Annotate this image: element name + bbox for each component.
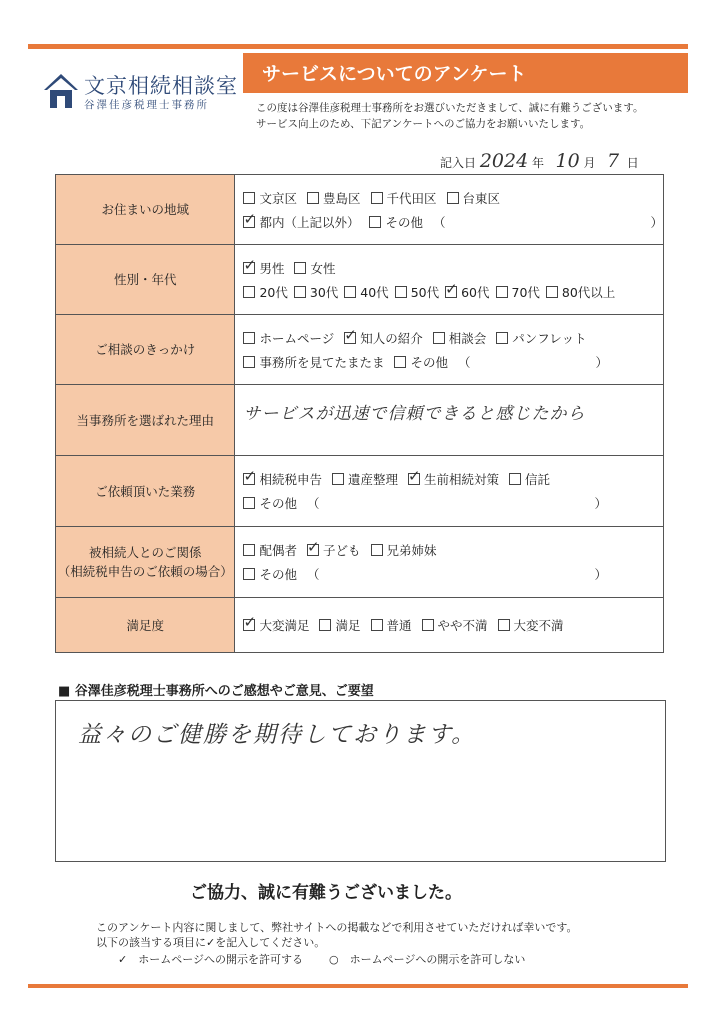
- option-label: 普通: [386, 618, 412, 633]
- option-item[interactable]: [408, 470, 499, 488]
- checkbox[interactable]: [319, 619, 331, 631]
- survey-title: サービスについてのアンケート: [262, 63, 527, 85]
- row-label: ご依頼頂いた業務: [56, 456, 235, 527]
- paren-close: ）: [594, 496, 607, 511]
- option-label: その他: [385, 214, 423, 230]
- option-label: 千代田区: [386, 190, 437, 206]
- other-field[interactable]: [458, 353, 608, 371]
- option-item[interactable]: [294, 259, 335, 277]
- checkbox[interactable]: [408, 473, 420, 485]
- intro-line-2: サービス向上のため、下記アンケートへのご協力をお願いいたします。: [256, 118, 591, 130]
- row-options: [235, 315, 664, 385]
- option-other[interactable]: [243, 565, 297, 583]
- option-label: 豊島区: [322, 190, 361, 206]
- intro-line-1: この度は谷澤佳彦税理士事務所をお選びいただきまして、誠に有難うございます。: [256, 102, 644, 114]
- option-label: 80代以上: [561, 284, 616, 300]
- option-item[interactable]: [319, 616, 360, 634]
- option-label: 満足: [335, 618, 361, 633]
- house-logo-icon: [42, 70, 80, 110]
- option-item[interactable]: [243, 353, 384, 371]
- date-month-unit: 月: [583, 156, 596, 170]
- option-item[interactable]: [243, 213, 359, 231]
- option-item[interactable]: [395, 283, 439, 301]
- checkbox[interactable]: [243, 192, 255, 204]
- checkbox[interactable]: [394, 356, 406, 368]
- row-label: ご相談のきっかけ: [56, 315, 235, 385]
- option-label: 70代: [511, 284, 540, 300]
- row-options: [235, 385, 664, 456]
- row-label: 性別・年代: [56, 245, 235, 315]
- comments-text: 益々のご健勝を期待しております。: [78, 722, 477, 748]
- checkbox[interactable]: [307, 192, 319, 204]
- option-item[interactable]: [344, 329, 423, 347]
- option-label: 大変不満: [513, 618, 564, 633]
- option-label: パンフレット: [512, 330, 587, 346]
- option-item[interactable]: [243, 259, 284, 277]
- option-other[interactable]: [394, 353, 448, 371]
- option-other[interactable]: [369, 213, 423, 231]
- paren-close: ）: [650, 214, 663, 230]
- date-year[interactable]: 2024: [479, 150, 529, 172]
- option-item[interactable]: [496, 329, 586, 347]
- row-label: お住まいの地域: [56, 175, 235, 245]
- option-item[interactable]: [243, 616, 309, 634]
- checkbox[interactable]: [546, 286, 558, 298]
- option-item[interactable]: [509, 470, 550, 488]
- checkbox[interactable]: [243, 619, 255, 631]
- date-day-unit: 日: [626, 156, 639, 170]
- option-label: 台東区: [462, 190, 501, 206]
- paren-open: （: [458, 354, 471, 370]
- option-item[interactable]: [243, 189, 297, 207]
- footer-line-1: このアンケート内容に関しまして、弊社サイトへの掲載などで利用させていただければ幸いです。: [96, 921, 578, 934]
- option-item[interactable]: [433, 329, 487, 347]
- bottom-orange-rule: [28, 984, 688, 988]
- checkbox[interactable]: [243, 332, 255, 344]
- option-other[interactable]: [243, 494, 297, 512]
- intro-text: [256, 100, 643, 132]
- option-label: 40代: [360, 284, 389, 300]
- option-item[interactable]: [243, 541, 297, 559]
- logo-subtitle: 谷澤佳彦税理士事務所: [84, 99, 209, 111]
- other-field[interactable]: [307, 565, 607, 583]
- thanks-message: ご協力、誠に有難うございました。: [190, 883, 462, 903]
- paren-close: ）: [595, 354, 608, 370]
- option-label: 文京区: [259, 190, 297, 206]
- option-item[interactable]: [445, 283, 489, 301]
- option-label: その他: [259, 496, 297, 511]
- checkbox[interactable]: [294, 262, 306, 274]
- row-options: [235, 598, 664, 653]
- checkbox[interactable]: [243, 544, 255, 556]
- permission-deny[interactable]: ○ ホームページへの開示を許可しない: [329, 953, 526, 966]
- checkbox[interactable]: [307, 544, 319, 556]
- checkbox[interactable]: [332, 473, 344, 485]
- row-label: 満足度: [56, 598, 235, 653]
- option-item[interactable]: [243, 283, 287, 301]
- option-label: 60代: [461, 284, 490, 300]
- row-label-main: 被相続人とのご関係: [88, 545, 202, 560]
- footer-line-2: 以下の該当する項目に✓を記入してください。: [96, 936, 326, 949]
- row-options: [235, 456, 664, 527]
- permission-options: [118, 951, 525, 967]
- date-label: 記入日: [440, 156, 477, 170]
- top-orange-rule: [28, 44, 688, 49]
- row-trigger: [56, 315, 664, 385]
- option-label: 相続税申告: [259, 472, 322, 487]
- option-label: 信託: [525, 472, 551, 487]
- other-field[interactable]: [307, 494, 607, 512]
- option-item[interactable]: [243, 329, 334, 347]
- paren-close: ）: [594, 567, 607, 582]
- checkbox[interactable]: [371, 544, 383, 556]
- entry-date: [440, 150, 639, 172]
- option-label: 知人の紹介: [360, 330, 423, 346]
- row-relation: [56, 527, 664, 598]
- option-item[interactable]: [332, 470, 398, 488]
- option-item[interactable]: [307, 189, 361, 207]
- option-label: 事務所を見てたまたま: [259, 354, 385, 370]
- option-label: 遺産整理: [347, 472, 398, 487]
- option-item[interactable]: [371, 189, 437, 207]
- checkbox[interactable]: [433, 332, 445, 344]
- option-label: 子ども: [322, 543, 361, 558]
- checkbox[interactable]: [371, 192, 383, 204]
- row-options: [235, 175, 664, 245]
- option-item[interactable]: [447, 189, 501, 207]
- checkbox[interactable]: [243, 262, 255, 274]
- option-label: ホームページ: [259, 330, 335, 346]
- row-service: [56, 456, 664, 527]
- date-day[interactable]: 7: [606, 150, 620, 172]
- other-field[interactable]: [433, 213, 663, 231]
- date-year-unit: 年: [532, 156, 545, 170]
- option-label: 30代: [309, 284, 339, 300]
- footer-note: [96, 920, 577, 950]
- option-item[interactable]: [371, 541, 437, 559]
- date-month[interactable]: 10: [555, 150, 580, 172]
- paren-open: （: [306, 567, 320, 582]
- paren-open: （: [306, 496, 320, 511]
- checkbox[interactable]: [344, 286, 356, 298]
- checkbox[interactable]: [294, 286, 306, 298]
- checkbox[interactable]: [243, 473, 255, 485]
- checkbox[interactable]: [243, 497, 255, 509]
- option-label: やや不満: [437, 618, 488, 633]
- row-label: 当事務所を選ばれた理由: [56, 385, 235, 456]
- option-label: 兄弟姉妹: [386, 543, 437, 558]
- permission-allow[interactable]: ✓ ホームページへの開示を許可する: [118, 953, 303, 966]
- option-item[interactable]: [546, 283, 615, 301]
- checkbox[interactable]: [498, 619, 510, 631]
- option-label: 生前相続対策: [424, 472, 500, 487]
- row-label: [56, 527, 235, 598]
- option-label: 女性: [310, 260, 336, 276]
- checkbox[interactable]: [369, 216, 381, 228]
- row-gender-age: [56, 245, 664, 315]
- checkbox[interactable]: [445, 286, 457, 298]
- option-label: 20代: [259, 284, 288, 300]
- option-item[interactable]: [422, 616, 488, 634]
- option-item[interactable]: [498, 616, 564, 634]
- option-label: 男性: [259, 260, 285, 276]
- row-options: [235, 527, 664, 598]
- checkbox[interactable]: [371, 619, 383, 631]
- option-item[interactable]: [496, 283, 540, 301]
- row-satisfaction: [56, 598, 664, 653]
- option-item[interactable]: [371, 616, 412, 634]
- option-item[interactable]: [307, 541, 361, 559]
- comments-heading: ■ 谷澤佳彦税理士事務所へのご感想やご意見、ご要望: [58, 684, 374, 699]
- row-reason: [56, 385, 664, 456]
- checkbox[interactable]: [509, 473, 521, 485]
- option-label: 大変満足: [259, 618, 310, 633]
- paren-open: （: [433, 214, 446, 230]
- checkbox[interactable]: [422, 619, 434, 631]
- checkbox[interactable]: [243, 286, 255, 298]
- logo-title: 文京相続相談室: [84, 74, 238, 98]
- checkbox[interactable]: [243, 568, 255, 580]
- checkbox[interactable]: [447, 192, 459, 204]
- option-label: その他: [259, 567, 297, 582]
- option-item[interactable]: [344, 283, 388, 301]
- checkbox[interactable]: [344, 332, 356, 344]
- option-label: その他: [410, 354, 448, 370]
- option-label: 相談会: [448, 330, 487, 346]
- row-region: [56, 175, 664, 245]
- checkbox[interactable]: [243, 356, 255, 368]
- option-label: 配偶者: [259, 543, 297, 558]
- checkbox[interactable]: [496, 286, 508, 298]
- row-options: [235, 245, 664, 315]
- option-label: 50代: [410, 284, 440, 300]
- option-item[interactable]: [294, 283, 338, 301]
- checkbox[interactable]: [496, 332, 508, 344]
- checkbox[interactable]: [243, 216, 255, 228]
- option-item[interactable]: [243, 470, 322, 488]
- survey-table: [55, 174, 664, 653]
- option-label: 都内（上記以外）: [259, 214, 360, 230]
- reason-answer[interactable]: サービスが迅速で信頼できると感じたから: [243, 403, 586, 424]
- row-label-note: （相続税申告のご依頼の場合）: [57, 564, 233, 579]
- checkbox[interactable]: [395, 286, 407, 298]
